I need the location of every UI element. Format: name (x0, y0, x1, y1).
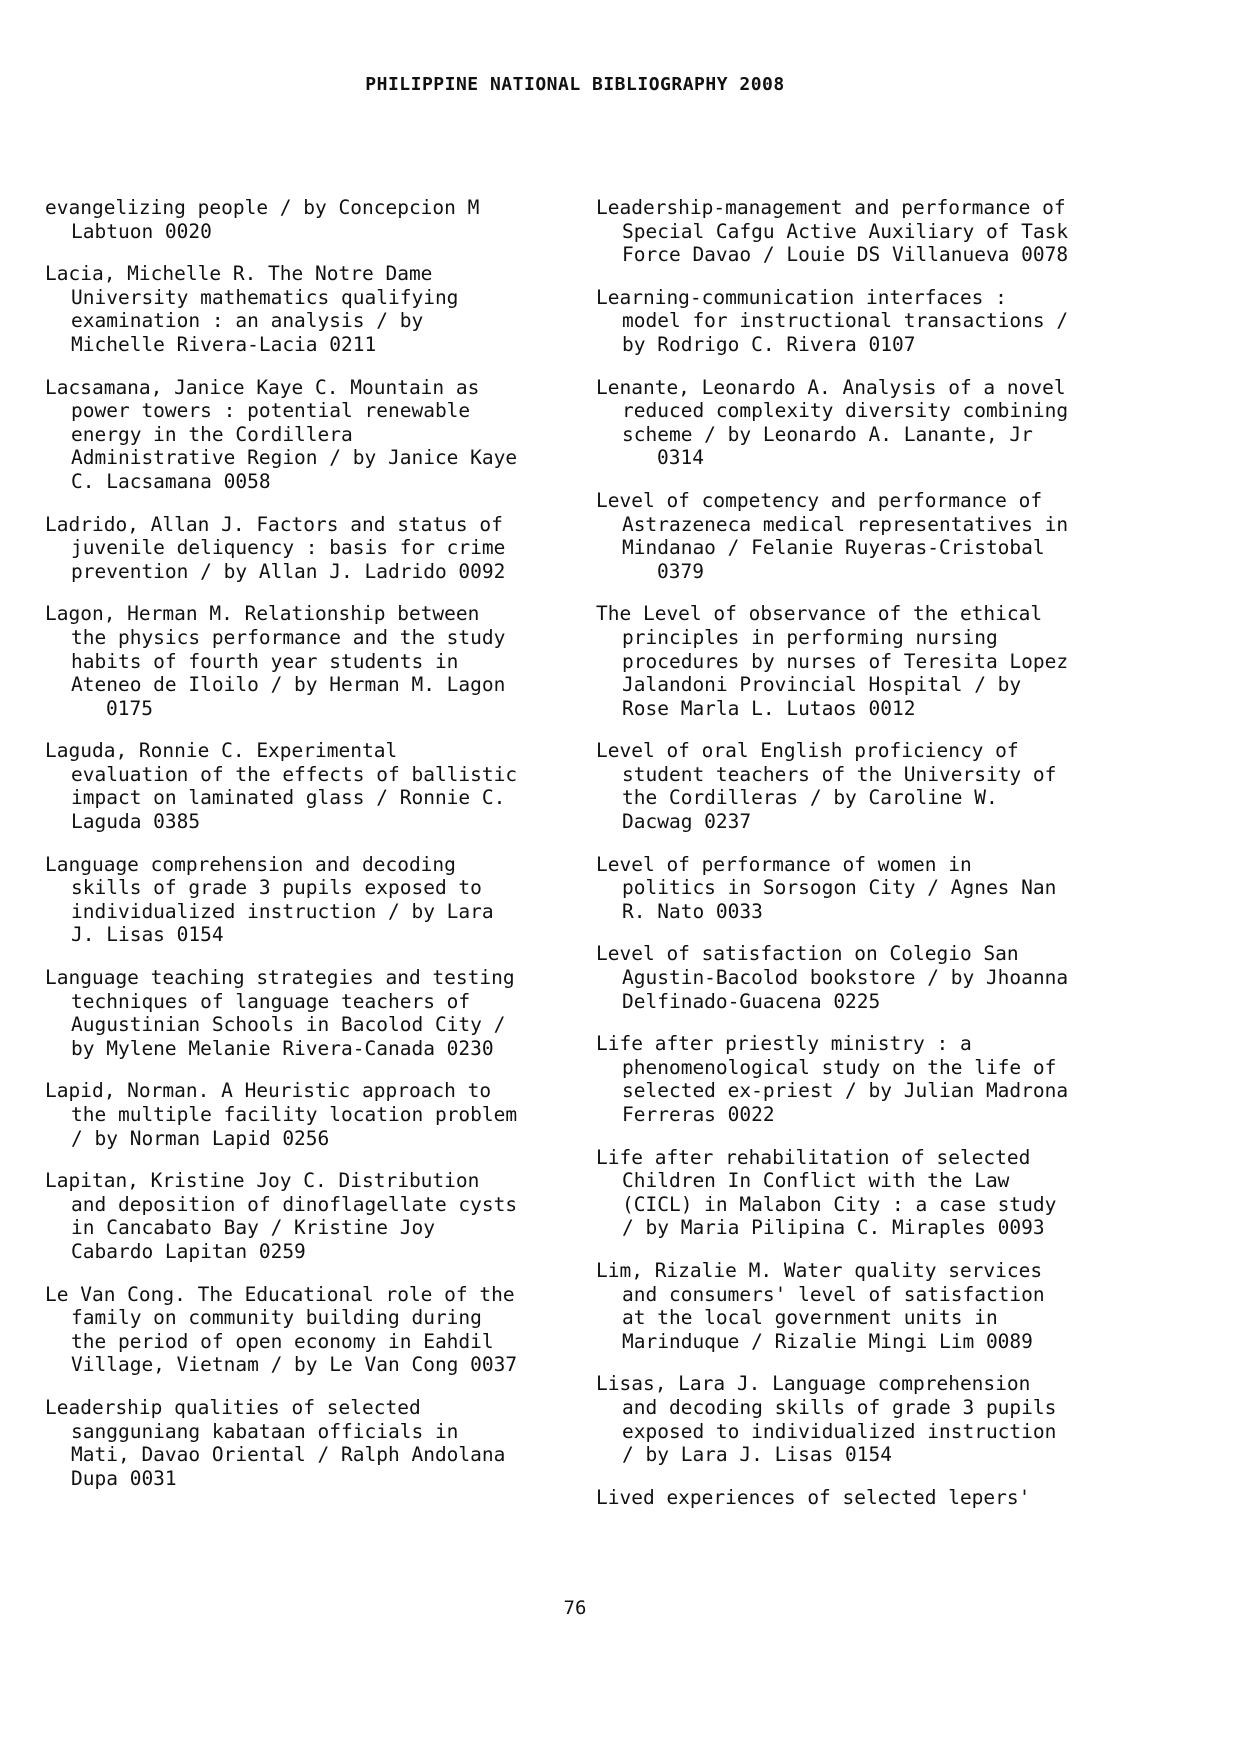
entry-line: politics in Sorsogon City / Agnes Nan (622, 876, 1057, 900)
entry-line: and consumers' level of satisfaction (622, 1282, 1045, 1306)
entry-line: exposed to individualized instruction (622, 1419, 1057, 1443)
entry-line: the physics performance and the study (71, 625, 506, 649)
entry-line: Lapid, Norman. A Heuristic approach to (45, 1079, 492, 1103)
entry-line: J. Lisas 0154 (71, 923, 224, 947)
entry-line: phenomenological study on the life of (622, 1055, 1057, 1079)
entry-line: Lapitan, Kristine Joy C. Distribution (45, 1169, 480, 1193)
entry-line: Force Davao / Louie DS Villanueva 0078 (622, 243, 1069, 267)
entry-line: Ferreras 0022 (622, 1103, 775, 1126)
entry-line: Laguda, Ronnie C. Experimental (45, 739, 398, 763)
entry-line: Le Van Cong. The Educational role of the (45, 1282, 515, 1306)
entry-line: Learning-communication interfaces : (596, 285, 1007, 309)
bibliography-entry (596, 489, 1116, 583)
bibliography-entry (596, 1486, 1116, 1510)
entry-line: Leadership qualities of selected (45, 1395, 421, 1419)
entry-line: energy in the Cordillera (71, 422, 353, 446)
entry-line: Laguda 0385 (71, 810, 201, 834)
entry-line: 0314 (657, 446, 704, 470)
entry-line: Dacwag 0237 (622, 810, 752, 834)
bibliography-entry (596, 942, 1116, 1013)
entry-line: Cabardo Lapitan 0259 (71, 1239, 306, 1263)
entry-line: University mathematics qualifying (71, 285, 459, 309)
bibliography-entry (45, 853, 565, 947)
bibliography-entry (596, 602, 1116, 720)
entry-line: skills of grade 3 pupils exposed to (71, 876, 482, 900)
entry-line: Rose Marla L. Lutaos 0012 (622, 696, 916, 720)
entry-line: Lenante, Leonardo A. Analysis of a novel (596, 375, 1066, 399)
entry-line: 0379 (657, 559, 704, 583)
entry-line: Lisas, Lara J. Language comprehension (596, 1372, 1031, 1396)
entry-line: / by Norman Lapid 0256 (71, 1126, 330, 1150)
entry-line: Dupa 0031 (71, 1466, 177, 1490)
entry-line: by Rodrigo C. Rivera 0107 (622, 332, 916, 356)
entry-line: Lived experiences of selected lepers' (596, 1485, 1031, 1509)
bibliography-entry (45, 262, 565, 356)
bibliography-entry (45, 1079, 565, 1150)
entry-line: Life after rehabilitation of selected (596, 1145, 1031, 1169)
entry-line: Level of performance of women in (596, 852, 972, 876)
entry-line: model for instructional transactions / (622, 309, 1069, 333)
bibliography-entry (45, 513, 565, 584)
entry-line: examination : an analysis / by (71, 309, 424, 333)
entry-line: the period of open economy in Eahdil (71, 1329, 494, 1353)
entry-line: Language teaching strategies and testing (45, 966, 515, 990)
bibliography-entry (596, 286, 1116, 357)
bibliography-entry (45, 966, 565, 1060)
entry-line: Life after priestly ministry : a (596, 1032, 972, 1056)
entry-line: selected ex-priest / by Julian Madrona (622, 1079, 1069, 1103)
bibliography-entry (596, 739, 1116, 833)
entry-line: Special Cafgu Active Auxiliary of Task (622, 219, 1069, 243)
bibliography-entry (596, 376, 1116, 470)
entry-line: power towers : potential renewable (71, 399, 471, 423)
entry-line: scheme / by Leonardo A. Lanante, Jr (622, 422, 1033, 446)
entry-line: and deposition of dinoflagellate cysts (71, 1192, 518, 1216)
entry-line: The Level of observance of the ethical (596, 602, 1043, 626)
entry-line: Augustinian Schools in Bacolod City / (71, 1013, 506, 1037)
left-column (45, 196, 565, 1509)
entry-line: at the local government units in (622, 1306, 998, 1330)
entry-line: R. Nato 0033 (622, 899, 763, 923)
bibliography-entry (45, 376, 565, 494)
entry-line: Lacia, Michelle R. The Notre Dame (45, 262, 433, 286)
entry-line: reduced complexity diversity combining (622, 399, 1069, 423)
entry-line: techniques of language teachers of (71, 989, 471, 1013)
right-column (596, 196, 1116, 1528)
bibliography-entry (45, 602, 565, 720)
entry-line: / by Maria Pilipina C. Miraples 0093 (622, 1216, 1045, 1240)
entry-line: Lim, Rizalie M. Water quality services (596, 1258, 1043, 1282)
entry-line: Ateneo de Iloilo / by Herman M. Lagon (71, 673, 506, 697)
bibliography-entry (596, 853, 1116, 924)
entry-line: Mati, Davao Oriental / Ralph Andolana (71, 1443, 506, 1467)
entry-line: Agustin-Bacolod bookstore / by Jhoanna (622, 966, 1069, 990)
entry-line: Michelle Rivera-Lacia 0211 (71, 332, 377, 356)
entry-line: Delfinado-Guacena 0225 (622, 989, 881, 1013)
entry-line: the multiple facility location problem (71, 1103, 518, 1126)
bibliography-entry (596, 1146, 1116, 1240)
entry-line: C. Lacsamana 0058 (71, 469, 271, 493)
entry-line: in Cancabato Bay / Kristine Joy (71, 1216, 435, 1240)
entry-line: Leadership-management and performance of (596, 196, 1066, 219)
entry-line: by Mylene Melanie Rivera-Canada 0230 (71, 1036, 494, 1060)
entry-line: Labtuon 0020 (71, 219, 212, 243)
entry-line: Children In Conflict with the Law (622, 1169, 1010, 1193)
entry-line: Astrazeneca medical representatives in (622, 512, 1069, 536)
bibliography-entry (45, 739, 565, 833)
entry-line: 0175 (106, 696, 153, 720)
bibliography-entry (596, 196, 1116, 267)
entry-line: Level of oral English proficiency of (596, 739, 1019, 763)
entry-line: family on community building during (71, 1306, 482, 1330)
entry-line: Village, Vietnam / by Le Van Cong 0037 (71, 1353, 518, 1377)
entry-line: Ladrido, Allan J. Factors and status of (45, 512, 503, 536)
entry-line: impact on laminated glass / Ronnie C. (71, 786, 506, 810)
entry-line: Mindanao / Felanie Ruyeras-Cristobal (622, 536, 1045, 560)
entry-line: Level of competency and performance of (596, 488, 1043, 512)
entry-line: student teachers of the University of (622, 762, 1057, 786)
bibliography-entry (45, 1396, 565, 1490)
entry-line: Administrative Region / by Janice Kaye (71, 446, 518, 470)
page-number: 76 (563, 1597, 587, 1619)
bibliography-entry (596, 1032, 1116, 1126)
entry-line: (CICL) in Malabon City : a case study (622, 1192, 1057, 1216)
bibliography-entry (45, 1169, 565, 1263)
entry-line: individualized instruction / by Lara (71, 899, 494, 923)
bibliography-entry (45, 196, 565, 243)
entry-line: Jalandoni Provincial Hospital / by (622, 673, 1022, 697)
entry-line: the Cordilleras / by Caroline W. (622, 786, 998, 810)
entry-line: evaluation of the effects of ballistic (71, 762, 518, 786)
entry-line: procedures by nurses of Teresita Lopez (622, 649, 1069, 673)
entry-line: Marinduque / Rizalie Mingi Lim 0089 (622, 1329, 1033, 1353)
entry-line: Lacsamana, Janice Kaye C. Mountain as (45, 375, 480, 399)
entry-line: evangelizing people / by Concepcion M (45, 196, 480, 219)
bibliography-entry (45, 1283, 565, 1377)
entry-line: juvenile deliquency : basis for crime (71, 536, 506, 560)
entry-line: Level of satisfaction on Colegio San (596, 942, 1019, 966)
entry-line: prevention / by Allan J. Ladrido 0092 (71, 559, 506, 583)
entry-line: Lagon, Herman M. Relationship between (45, 602, 480, 626)
entry-line: and decoding skills of grade 3 pupils (622, 1395, 1057, 1419)
page-header: PHILIPPINE NATIONAL BIBLIOGRAPHY 2008 (365, 74, 785, 95)
entry-line: Language comprehension and decoding (45, 852, 456, 876)
bibliography-entry (596, 1259, 1116, 1353)
entry-line: sangguniang kabataan officials in (71, 1419, 459, 1443)
bibliography-entry (596, 1372, 1116, 1466)
entry-line: principles in performing nursing (622, 625, 998, 649)
entry-line: habits of fourth year students in (71, 649, 459, 673)
entry-line: / by Lara J. Lisas 0154 (622, 1443, 893, 1467)
